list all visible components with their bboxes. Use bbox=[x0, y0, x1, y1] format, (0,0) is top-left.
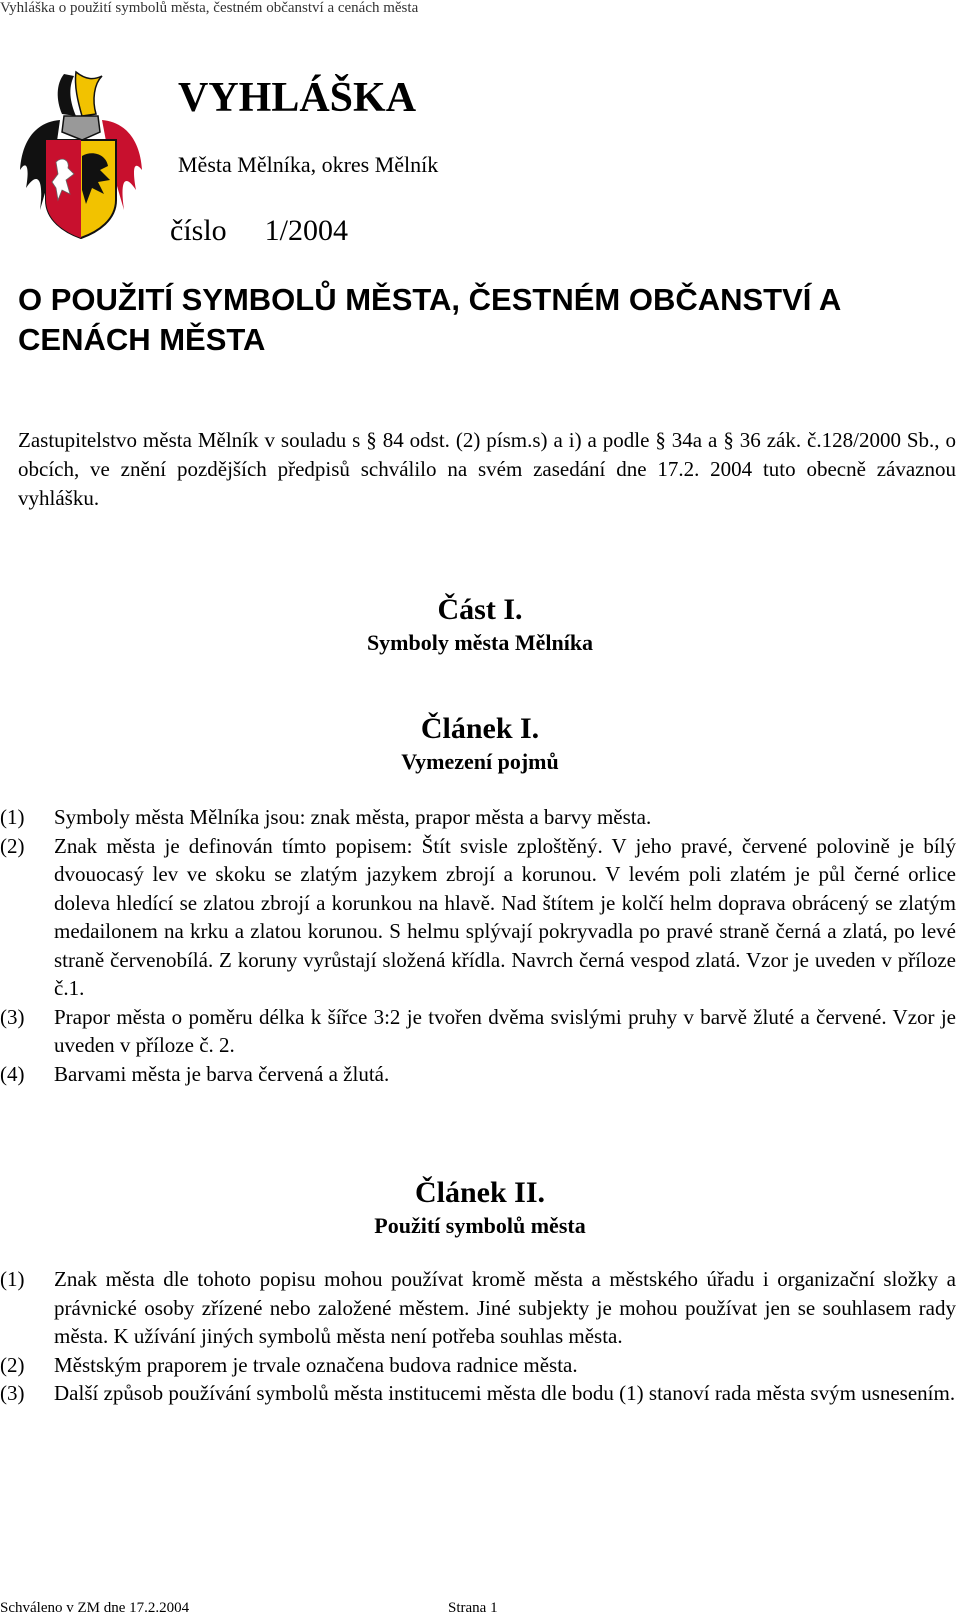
paragraph-text: Symboly města Mělníka jsou: znak města, prapor města a barvy města. bbox=[54, 805, 652, 829]
paragraph-number: (2) bbox=[0, 833, 25, 858]
paragraph-number: (1) bbox=[0, 1267, 25, 1291]
crest-wing-right bbox=[75, 72, 102, 116]
article-title: Článek II. bbox=[414, 1176, 546, 1209]
main-title: O POUŽITÍ SYMBOLŮ MĚSTA, ČESTNÉM OBČANSTVÍ A CENÁCH MĚSTA bbox=[18, 282, 841, 357]
paragraph-text: Městským praporem je trvale označena budova radnice města. bbox=[54, 1352, 578, 1377]
number-label: číslo bbox=[170, 214, 227, 247]
article-2-paragraphs bbox=[0, 1265, 956, 1408]
footer-page-number: Strana 1 bbox=[448, 1600, 498, 1616]
paragraph bbox=[0, 1351, 956, 1380]
article-title: Článek I. bbox=[420, 712, 540, 745]
paragraph-number: (1) bbox=[0, 805, 25, 829]
document-number bbox=[170, 214, 348, 248]
paragraph-text: Znak města je definován tímto popisem: Štít svisle zploštěný. V jeho pravé, červené polovině je bílý dvouocasý lev ve skoku se zlatým jazykem zbrojí a korunou. V levém poli zlatém je půl černé orlice doleva hledící se zlatou zbrojí a korunkou na hlavě. Nad štítem je kolčí helm doprava obrácený se zlatým medailonem na krku a zlatou korunou. S helmu splývají pokryvadla po pravé straně černá a zlatá, po levé straně červenobílá. Z koruny vyrůstají složená křídla. Navrch černá vespod zlatá. Vzor je uveden v příloze č.1. bbox=[54, 833, 956, 1000]
article-subtitle: Použití symbolů města bbox=[374, 1213, 586, 1238]
footer-approval: Schváleno v ZM dne 17.2.2004 bbox=[0, 1600, 190, 1616]
article-1-paragraphs bbox=[0, 803, 956, 1088]
paragraph bbox=[0, 1003, 956, 1060]
paragraph-text: Znak města dle tohoto popisu mohou používat kromě města a městského úřadu i organizační složky a právnické osoby zřízené nebo založené městem. Jiné subjekty je mohou používat jen se souhlasem rady města. K užívání jiných symbolů města není potřeba souhlas města. bbox=[54, 1267, 956, 1348]
document-type: VYHLÁŠKA bbox=[178, 75, 417, 121]
paragraph-text: Barvami města je barva červená a žlutá. bbox=[54, 1061, 390, 1086]
town-coat-of-arms bbox=[16, 70, 146, 240]
paragraph bbox=[0, 1265, 956, 1351]
paragraph-number: (3) bbox=[0, 1004, 25, 1029]
paragraph bbox=[0, 1379, 956, 1408]
paragraph-number: (4) bbox=[0, 1061, 25, 1086]
town-name: Města Mělníka, okres Mělník bbox=[178, 152, 439, 177]
article-2-heading bbox=[0, 1175, 960, 1241]
article-1-heading bbox=[0, 711, 960, 777]
paragraph bbox=[0, 1060, 956, 1089]
crest-wing-left bbox=[58, 74, 76, 116]
number-value: 1/2004 bbox=[264, 214, 349, 247]
crest-helmet bbox=[62, 116, 100, 140]
paragraph-text: Prapor města o poměru délka k šířce 3:2 je tvořen dvěma svislými pruhy v barvě žluté a červené. Vzor je uveden v příloze č. 2. bbox=[54, 1004, 956, 1057]
article-subtitle: Vymezení pojmů bbox=[401, 749, 559, 774]
paragraph bbox=[0, 832, 956, 1003]
part-subtitle: Symboly města Mělníka bbox=[366, 630, 594, 655]
paragraph-text: Další způsob používání symbolů města institucemi města dle bodu (1) stanoví rada města svým usnesením. bbox=[54, 1381, 956, 1405]
running-header: Vyhláška o použití symbolů města, čestném občanství a cenách města bbox=[0, 0, 419, 16]
paragraph-number: (3) bbox=[0, 1381, 25, 1405]
part-title: Část I. bbox=[437, 593, 523, 626]
paragraph-number: (2) bbox=[0, 1352, 25, 1377]
part-heading bbox=[0, 592, 960, 658]
paragraph bbox=[0, 803, 956, 832]
preamble: Zastupitelstvo města Mělník v souladu s § 84 odst. (2) písm.s) a i) a podle § 34a a § 36 zák. č.128/2000 Sb., o obcích, ve znění pozdějších předpisů schválilo na svém zasedání dne 17.2. 2004 tuto obecně závaznou vyhlášku. bbox=[18, 428, 956, 510]
